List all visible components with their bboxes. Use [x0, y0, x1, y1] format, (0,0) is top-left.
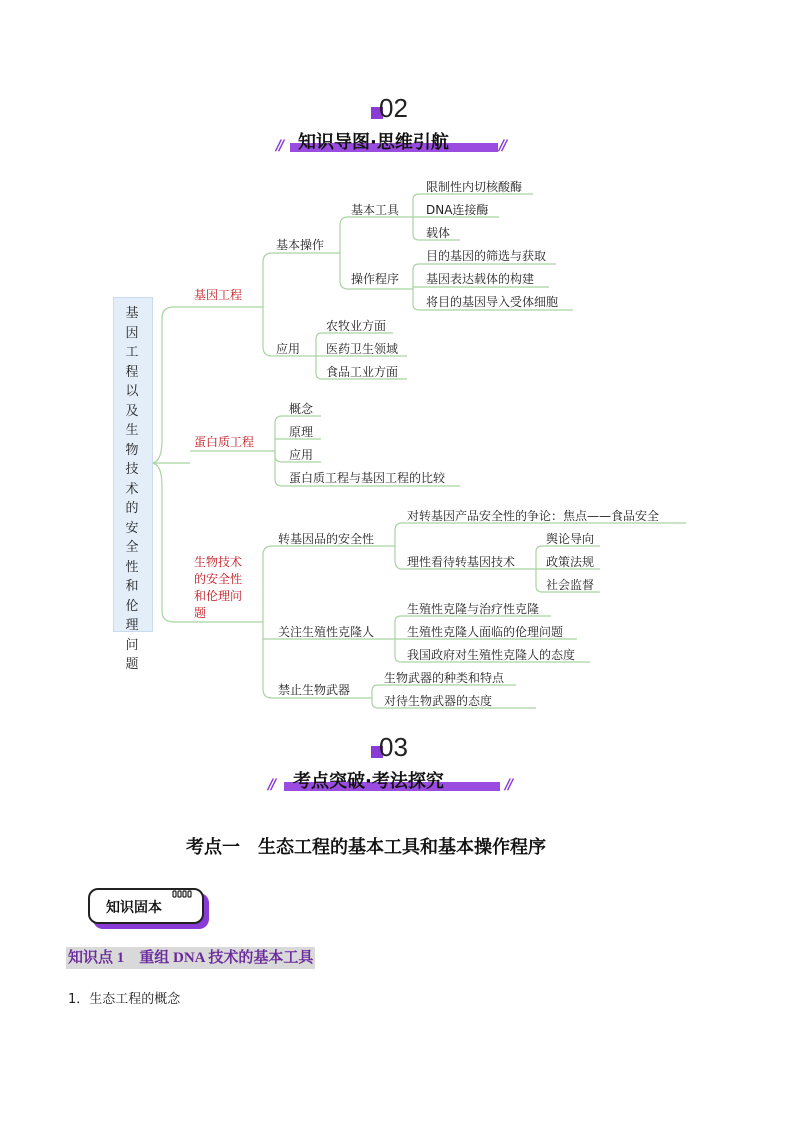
node-gm-safety: 转基因品的安全性	[278, 532, 375, 546]
node-basic-tools: 基本工具	[351, 203, 400, 217]
leaf-weapons-1: 生物武器的种类和特点	[384, 671, 505, 685]
banner-deco-left: //	[276, 138, 283, 154]
leaf-procedure-3: 将目的基因导入受体细胞	[426, 295, 559, 309]
badge-label: 知识固本	[106, 900, 162, 916]
knowledge-point-heading: 知识点 1 重组 DNA 技术的基本工具	[66, 947, 315, 969]
leaf-procedure-1: 目的基因的筛选与获取	[426, 249, 547, 263]
leaf-application-3: 食品工业方面	[326, 365, 399, 379]
leaf-protein-concept: 概念	[289, 402, 314, 416]
node-procedure: 操作程序	[351, 272, 400, 286]
leaf-public-opinion: 舆论导向	[546, 532, 595, 546]
node-bioweapons: 禁止生物武器	[278, 683, 351, 697]
branch-safety-ethics: 生物技术 的安全性 和伦理问 题	[194, 555, 243, 620]
leaf-policy: 政策法规	[546, 555, 595, 569]
leaf-vector: 载体	[426, 226, 451, 240]
leaf-restriction-enzyme: 限制性内切核酸酶	[426, 180, 523, 194]
banner-deco-right: //	[499, 138, 506, 154]
node-basic-ops: 基本操作	[276, 238, 325, 252]
section-number-2: 03	[379, 732, 408, 762]
node-application: 应用	[276, 342, 301, 356]
topic-title: 考点一 生态工程的基本工具和基本操作程序	[186, 837, 546, 858]
leaf-cloning-1: 生殖性克隆与治疗性克隆	[407, 602, 540, 616]
node-gm-rational: 理性看待转基因技术	[407, 555, 516, 569]
leaf-weapons-2: 对待生物武器的态度	[384, 694, 493, 708]
banner-deco-right-2: //	[505, 777, 512, 793]
node-cloning: 关注生殖性克隆人	[278, 625, 375, 639]
badge-rings-icon	[172, 883, 192, 891]
leaf-protein-application: 应用	[289, 448, 314, 462]
section-number: 02	[379, 93, 408, 123]
leaf-application-1: 农牧业方面	[326, 319, 387, 333]
banner-deco-left-2: //	[268, 777, 275, 793]
paragraph-1: 1．生态工程的概念	[68, 992, 181, 1007]
banner-title: 知识导图·思维引航	[298, 132, 449, 153]
leaf-protein-comparison: 蛋白质工程与基因工程的比较	[289, 471, 446, 485]
banner-title-2: 考点突破·考法探究	[293, 771, 444, 792]
leaf-application-2: 医药卫生领域	[326, 342, 399, 356]
leaf-procedure-2: 基因表达载体的构建	[426, 272, 535, 286]
mindmap-root-text: 基 因 工 程 以 及 生 物 技 术 的 安 全 性 和 伦 理 问 题	[125, 306, 139, 672]
leaf-supervision: 社会监督	[546, 578, 595, 592]
branch-protein-engineering: 蛋白质工程	[194, 435, 255, 449]
leaf-protein-principle: 原理	[289, 425, 314, 439]
branch-genetic-engineering: 基因工程	[194, 288, 243, 302]
leaf-cloning-3: 我国政府对生殖性克隆人的态度	[407, 648, 576, 662]
leaf-dna-ligase: DNA连接酶	[426, 203, 489, 217]
leaf-gm-debate: 对转基因产品安全性的争论：焦点——食品安全	[407, 509, 660, 523]
leaf-cloning-2: 生殖性克隆人面临的伦理问题	[407, 625, 564, 639]
